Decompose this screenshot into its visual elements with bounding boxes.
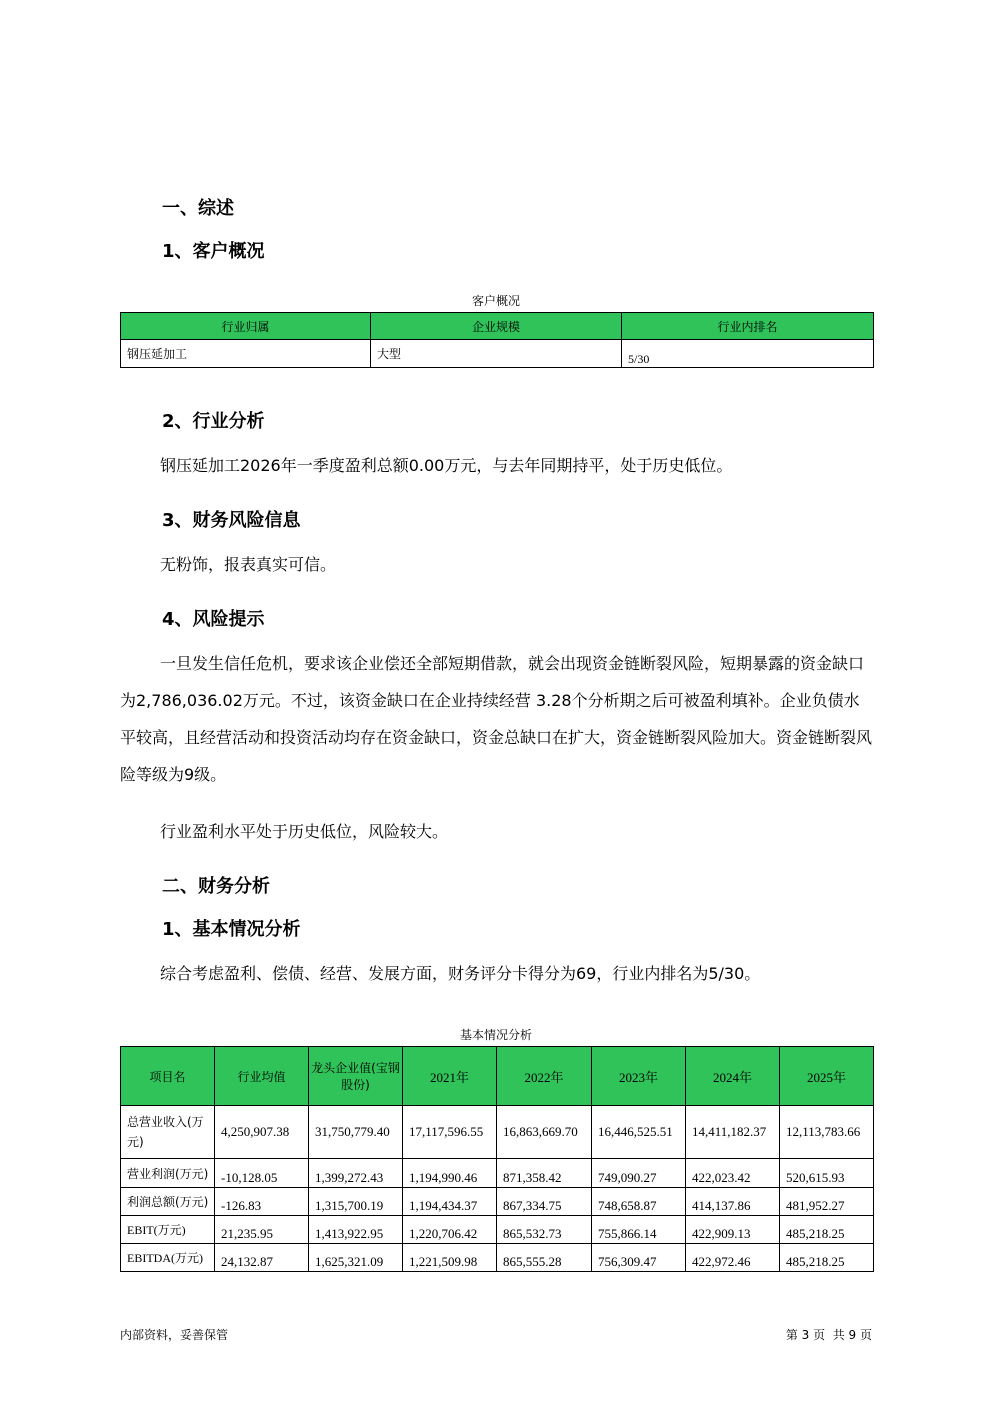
row-label: EBIT(万元)	[121, 1216, 215, 1244]
table-caption-customer: 客户概况	[471, 294, 520, 308]
value-cell: 14,411,182.37	[686, 1106, 780, 1159]
customer-overview-table	[120, 312, 874, 368]
row-label: 利润总额(万元)	[121, 1188, 215, 1216]
value-cell: 871,358.42	[497, 1159, 592, 1188]
value-cell: 1,220,706.42	[403, 1216, 497, 1244]
value-cell: 24,132.87	[215, 1244, 309, 1272]
header-cell: 2025年	[780, 1047, 874, 1106]
section-title-overview: 一、综述	[162, 198, 234, 219]
value-cell: 481,952.27	[780, 1188, 874, 1216]
value-cell: 31,750,779.40	[309, 1106, 403, 1159]
risk-warning-text-2: 行业盈利水平处于历史低位，风险较大。	[160, 822, 449, 841]
row-label: EBITDA(万元)	[121, 1244, 215, 1272]
value-cell: -126.83	[215, 1188, 309, 1216]
basic-analysis-table	[120, 1046, 874, 1272]
value-cell: 1,315,700.19	[309, 1188, 403, 1216]
value-cell: 1,221,509.98	[403, 1244, 497, 1272]
value-cell: -10,128.05	[215, 1159, 309, 1188]
table-header-row	[121, 1047, 874, 1106]
value-cell: 1,625,321.09	[309, 1244, 403, 1272]
subsection-title-risk-info: 3、财务风险信息	[162, 510, 301, 531]
value-cell: 865,532.73	[497, 1216, 592, 1244]
subsection-title-risk-warning: 4、风险提示	[162, 609, 265, 630]
table-row	[121, 1244, 874, 1272]
row-label: 营业利润(万元)	[121, 1159, 215, 1188]
value-cell: 12,113,783.66	[780, 1106, 874, 1159]
subsection-title-basic: 1、基本情况分析	[162, 919, 301, 940]
value-cell: 414,137.86	[686, 1188, 780, 1216]
table-row	[121, 1216, 874, 1244]
table-row	[121, 340, 874, 368]
footer-confidential-note: 内部资料，妥善保管	[120, 1328, 229, 1342]
value-cell: 17,117,596.55	[403, 1106, 497, 1159]
footer-page-number: 第 3 页 共 9 页	[785, 1328, 872, 1342]
risk-info-text: 无粉饰，报表真实可信。	[160, 555, 337, 574]
value-cell: 485,218.25	[780, 1216, 874, 1244]
value-cell: 422,972.46	[686, 1244, 780, 1272]
value-cell: 16,446,525.51	[592, 1106, 686, 1159]
header-cell: 企业规模	[371, 313, 622, 340]
value-cell: 1,194,990.46	[403, 1159, 497, 1188]
value-cell: 485,218.25	[780, 1244, 874, 1272]
value-cell: 867,334.75	[497, 1188, 592, 1216]
value-cell: 755,866.14	[592, 1216, 686, 1244]
table-header-row	[121, 313, 874, 340]
table-row	[121, 1159, 874, 1188]
industry-analysis-text: 钢压延加工2026年一季度盈利总额0.00万元，与去年同期持平，处于历史低位。	[160, 456, 733, 475]
value-cell: 1,399,272.43	[309, 1159, 403, 1188]
rank-cell: 5/30	[622, 340, 874, 368]
subsection-title-customer: 1、客户概况	[162, 241, 265, 262]
value-cell: 21,235.95	[215, 1216, 309, 1244]
header-cell: 行业均值	[215, 1047, 309, 1106]
value-cell: 865,555.28	[497, 1244, 592, 1272]
header-cell: 行业归属	[121, 313, 371, 340]
section-title-financial: 二、财务分析	[162, 876, 270, 897]
header-cell: 龙头企业值(宝钢股份)	[309, 1047, 403, 1106]
value-cell: 422,909.13	[686, 1216, 780, 1244]
value-cell: 1,413,922.95	[309, 1216, 403, 1244]
header-cell: 2023年	[592, 1047, 686, 1106]
value-cell: 4,250,907.38	[215, 1106, 309, 1159]
subsection-title-industry: 2、行业分析	[162, 411, 265, 432]
value-cell: 422,023.42	[686, 1159, 780, 1188]
row-label: 总营业收入(万元)	[121, 1106, 215, 1159]
scale-cell: 大型	[371, 340, 622, 368]
value-cell: 756,309.47	[592, 1244, 686, 1272]
value-cell: 1,194,434.37	[403, 1188, 497, 1216]
header-cell: 项目名	[121, 1047, 215, 1106]
table-row	[121, 1188, 874, 1216]
industry-cell: 钢压延加工	[121, 340, 371, 368]
value-cell: 749,090.27	[592, 1159, 686, 1188]
header-cell: 2022年	[497, 1047, 592, 1106]
table-caption-basic: 基本情况分析	[459, 1028, 532, 1042]
value-cell: 748,658.87	[592, 1188, 686, 1216]
header-cell: 行业内排名	[622, 313, 874, 340]
value-cell: 16,863,669.70	[497, 1106, 592, 1159]
value-cell: 520,615.93	[780, 1159, 874, 1188]
table-row	[121, 1106, 874, 1159]
header-cell: 2024年	[686, 1047, 780, 1106]
basic-analysis-text: 综合考虑盈利、偿债、经营、发展方面，财务评分卡得分为69，行业内排名为5/30。	[160, 964, 761, 983]
header-cell: 2021年	[403, 1047, 497, 1106]
risk-warning-text: 一旦发生信任危机，要求该企业偿还全部短期借款，就会出现资金链断裂风险，短期暴露的资金缺口为2,786,036.02万元。不过，该资金缺口在企业持续经营 3.28个分析期之后可被盈利填补。企业负债水平较高，且经营活动和投资活动均存在资金缺口，资金总缺口在扩大，资金链断裂风险加大。资金链断裂风险等级为9级。	[120, 654, 873, 784]
